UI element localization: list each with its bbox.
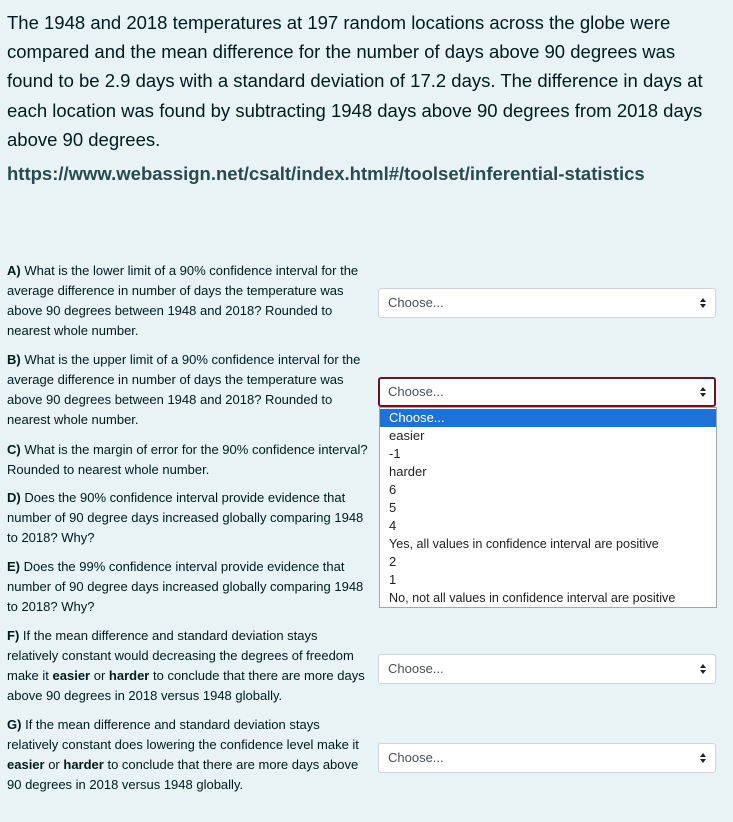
question-d — [7, 488, 372, 548]
dropdown-option[interactable]: No, not all values in confidence interval are positive — [389, 591, 676, 605]
answer-b-select[interactable] — [378, 377, 716, 407]
answer-f-value: Choose... — [388, 661, 444, 676]
question-e-text: Does the 99% confidence interval provide evidence that number of 90 degree days increased globally comparing 1948 to 2018? Why? — [7, 559, 364, 614]
dropdown-option[interactable]: 2 — [389, 554, 397, 569]
question-d-text: Does the 90% confidence interval provide evidence that number of 90 degree days increased globally comparing 1948 to 2018? Why? — [7, 490, 364, 545]
question-f-text-1: If the mean difference and standard deviation stays relatively constant would decreasing the degrees of freedom make it — [7, 628, 354, 683]
question-a-text: What is the lower limit of a 90% confidence interval for the average difference in number of days the temperature was above 90 degrees between 1948 and 2018? Rounded to nearest whole number. — [7, 263, 359, 338]
answer-b-dropdown-list — [379, 407, 717, 608]
updown-caret-icon — [699, 663, 707, 675]
question-c-label: C) — [7, 442, 21, 457]
dropdown-option[interactable]: 4 — [389, 518, 397, 533]
question-f-text-2: or — [90, 668, 109, 683]
intro-text: The 1948 and 2018 temperatures at 197 random locations across the globe were compared and the mean difference for the number of days above 90 degrees was found to be 2.9 days with a standard deviation of 17.2 days. The difference in days at each location was found by subtracting 1948 days above 90 degrees from 2018 days above 90 degrees. — [7, 12, 703, 150]
question-b-label: B) — [7, 352, 21, 367]
question-g-label: G) — [7, 717, 22, 732]
question-e-label: E) — [7, 559, 20, 574]
question-d-label: D) — [7, 490, 21, 505]
question-e — [7, 557, 372, 617]
question-a — [7, 261, 372, 341]
question-f-harder: harder — [108, 668, 150, 683]
question-g-easier: easier — [7, 757, 45, 772]
question-a-label: A) — [7, 263, 21, 278]
question-g-harder: harder — [63, 757, 104, 772]
reference-link[interactable]: https://www.webassign.net/csalt/index.html#/toolset/inferential-statistics — [7, 163, 645, 184]
dropdown-option[interactable]: harder — [389, 464, 427, 479]
dropdown-option[interactable]: 6 — [389, 482, 397, 497]
updown-caret-icon — [699, 752, 707, 764]
intro-panel — [0, 0, 733, 216]
question-b — [7, 350, 372, 430]
question-g-text-1: If the mean difference and standard deviation stays relatively constant does lowering the confidence level make it — [7, 717, 359, 752]
answer-a-select[interactable] — [378, 288, 716, 318]
question-g-text-2: or — [44, 757, 64, 772]
dropdown-option[interactable]: Choose... — [380, 409, 716, 427]
dropdown-option[interactable]: Yes, all values in confidence interval are positive — [389, 537, 659, 551]
dropdown-option[interactable]: 5 — [389, 500, 397, 515]
question-f-label: F) — [7, 628, 20, 643]
question-c-text: What is the margin of error for the 90% confidence interval? Rounded to nearest whole number. — [7, 442, 368, 477]
dropdown-option[interactable]: easier — [389, 428, 425, 443]
answer-a-value: Choose... — [388, 295, 444, 310]
dropdown-option[interactable]: -1 — [389, 446, 401, 461]
dropdown-option[interactable]: 1 — [389, 572, 397, 587]
question-g-text-3: to conclude that there are more days above 90 degrees in 2018 versus 1948 globally. — [7, 757, 359, 792]
answer-g-select[interactable] — [378, 743, 716, 773]
answer-b-value: Choose... — [388, 384, 444, 399]
question-g — [7, 715, 372, 795]
question-f-text-3: to conclude that there are more days above 90 degrees in 2018 versus 1948 globally. — [7, 668, 365, 703]
updown-caret-icon — [699, 386, 707, 398]
updown-caret-icon — [699, 297, 707, 309]
answer-g-value: Choose... — [388, 750, 444, 765]
question-f — [7, 626, 372, 706]
answer-f-select[interactable] — [378, 654, 716, 684]
question-f-easier: easier — [52, 668, 91, 683]
question-b-text: What is the upper limit of a 90% confidence interval for the average difference in number of days the temperature was above 90 degrees between 1948 and 2018? Rounded to nearest whole number. — [7, 352, 361, 427]
question-c — [7, 440, 372, 480]
